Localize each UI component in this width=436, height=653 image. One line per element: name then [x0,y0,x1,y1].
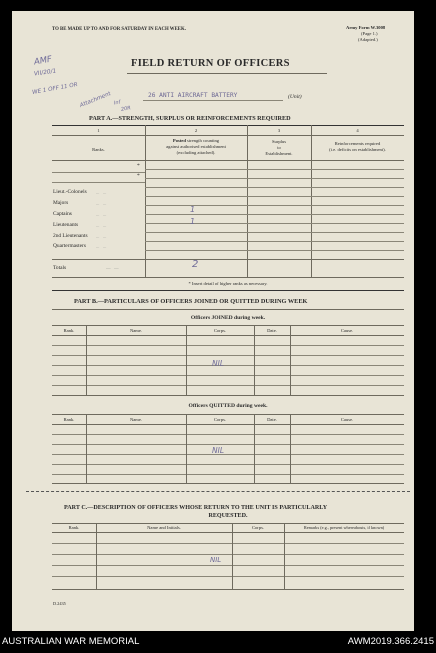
part-c-col-rank: Rank. [68,525,80,530]
part-c-col-name: Name and Initials. [147,525,181,530]
col-posted-header-rest: strength counting [185,138,220,143]
joined-col-name: Name. [129,328,143,333]
row-rule [145,169,404,170]
row-rule [52,454,404,455]
instruction-text: TO BE MADE UP TO AND FOR SATURDAY IN EACH WEEK. [52,27,186,32]
rank-rule-star-2 [52,182,145,183]
part-a-number-rule [52,135,404,136]
joined-header-rule [52,335,404,336]
row-rule [52,554,404,555]
row-rule [52,375,404,376]
col-number-1: 1 [97,128,100,133]
quitted-col-corps: Corps. [213,417,227,422]
row-rule [52,444,404,445]
rank-rule-star-1 [52,172,145,173]
col-number-2: 2 [194,128,198,133]
row-rule [145,178,404,179]
row-rule [145,223,404,224]
quitted-col-divider [290,414,291,483]
joined-col-rank: Rank. [63,328,75,333]
quitted-col-cause: Cause. [340,417,354,422]
row-rule [145,214,404,215]
row-rule [52,345,404,346]
part-c-top-rule [52,523,404,524]
row-rule [52,565,404,566]
joined-col-divider [186,325,187,395]
rank-label: Lieut.-Colonels [53,189,87,195]
leader-dots: ... ... [96,190,107,195]
annotation-we: WE 1 OFF 11 OR [31,82,79,96]
quitted-col-date: Date. [267,417,277,422]
rank-label: Quartermasters [53,243,86,249]
quitted-top-rule [52,414,404,415]
form-number: Army Form W.3008 [346,25,386,30]
row-rule [52,576,404,577]
rank-label: Lieutenants [53,222,79,228]
annotation-2or: 20R [120,105,132,113]
part-b-top-rule [52,290,404,291]
quitted-col-divider [186,414,187,483]
leader-dots: ... ... [96,212,107,217]
part-a-col-divider-1 [145,125,146,277]
col-surplus-header-2: to [277,145,281,150]
col-posted-header-bold: Posted [172,138,186,143]
quitted-title: Officers QUITTED during week. [188,403,268,409]
tear-line [26,491,410,492]
leader-dots: ... ... [96,223,107,228]
leader-dots: ... ... [96,234,107,239]
col-ranks-header: Ranks. [92,147,105,152]
joined-col-corps: Corps. [213,328,227,333]
col-posted-header-2: against authorised establishment [166,144,226,149]
unit-line [143,100,283,101]
archive-footer-left: AUSTRALIAN WAR MEMORIAL [2,636,140,647]
part-a-col-divider-2 [247,125,248,277]
part-c-bottom-rule [52,589,404,590]
form-code: D.2435 [53,601,66,606]
part-a-top-rule [52,125,404,126]
form-page: (Page 1.) [361,31,378,36]
archive-footer-right: AWM2019.366.2415 [347,636,434,647]
col-surplus-header-3: Establishment. [265,151,293,156]
col-posted-header-3: (excluding attached). [176,150,216,155]
col-posted-header-1 [145,138,247,143]
row-rule [52,434,404,435]
form-title: FIELD RETURN OF OFFICERS [131,58,290,69]
leader-dots: ... ... [96,244,107,249]
row-rule [52,543,404,544]
joined-top-rule [52,325,404,326]
joined-title: Officers JOINED during week. [190,315,266,321]
rank-label: Majors [53,200,69,206]
leader-dots: — — [106,265,119,270]
row-rule [145,250,404,251]
unit-label: (Unit) [288,94,302,100]
part-b-title: PART B.—PARTICULARS OF OFFICERS JOINED OR QUITTED DURING WEEK [74,298,308,305]
row-rule [145,187,404,188]
rank-label: Captains [53,211,72,217]
rank-label: * [137,163,140,169]
part-c-col-divider [96,523,97,589]
quitted-col-divider [86,414,87,483]
posted-value-lieutenants: 1 [190,217,196,226]
unit-value: 26 ANTI AIRCRAFT BATTERY [148,92,238,99]
row-rule [52,385,404,386]
part-c-col-remarks: Remarks (e.g., present whereabouts, if known) [303,525,385,530]
row-rule [145,241,404,242]
col-number-4: 4 [356,128,359,133]
part-a-header-rule [52,160,404,161]
col-reinf-header-2: (i.e. deficits on establishment). [329,147,386,152]
annotation-file-ref: VII/20/1 [33,68,57,78]
row-rule [52,355,404,356]
part-b-title-rule [52,309,404,310]
posted-value-captains: 1 [190,205,196,214]
row-rule [145,205,404,206]
part-c-nil-entry: NIL [210,556,222,564]
part-a-bottom-rule [52,277,404,278]
row-rule [52,464,404,465]
rank-label: 2nd Lieutenants [53,233,88,239]
part-c-header-rule [52,532,404,533]
part-c-title-line-2: REQUESTED. [208,513,248,519]
annotation-inf: Inf [113,99,121,107]
row-rule [145,232,404,233]
part-c-col-corps: Corps. [251,525,265,530]
col-surplus-header-1: Surplus [271,139,287,144]
part-c-col-divider [232,523,233,589]
quitted-col-rank: Rank. [63,417,75,422]
row-rule [52,474,404,475]
totals-top-rule [52,259,404,260]
totals-label: Totals [53,265,67,271]
part-c-title-line-1: PART C.—DESCRIPTION OF OFFICERS WHOSE RETURN TO THE UNIT IS PARTICULARLY [64,505,328,511]
joined-col-divider [254,325,255,395]
form-paper [12,11,414,631]
part-a-footnote: * Insert detail of higher ranks as necessary. [188,281,268,286]
quitted-col-name: Name. [129,417,143,422]
joined-col-date: Date. [267,328,277,333]
joined-col-divider [290,325,291,395]
row-rule [52,365,404,366]
annotation-amf: AMF [33,54,53,68]
annotation-attachment: Attachment [79,91,112,109]
leader-dots: ... ... [96,201,107,206]
joined-col-divider [86,325,87,395]
totals-value: 2 [192,259,199,270]
joined-col-cause: Cause. [340,328,354,333]
part-c-col-divider [284,523,285,589]
part-a-col-divider-3 [311,125,312,277]
joined-bottom-rule [52,395,404,396]
rank-label: * [137,173,140,179]
quitted-col-divider [254,414,255,483]
col-reinf-header-1: Reinforcements required [334,141,381,146]
quitted-nil-entry: NIL [212,446,225,455]
part-a-title: PART A.—STRENGTH, SURPLUS OR REINFORCEMENTS REQUIRED [89,115,291,122]
title-underline [127,73,327,74]
row-rule [145,196,404,197]
form-adapted: (Adapted.) [358,37,378,42]
quitted-bottom-rule [52,483,404,484]
col-number-3: 3 [277,128,281,133]
quitted-header-rule [52,424,404,425]
joined-nil-entry: NIL [212,359,225,368]
